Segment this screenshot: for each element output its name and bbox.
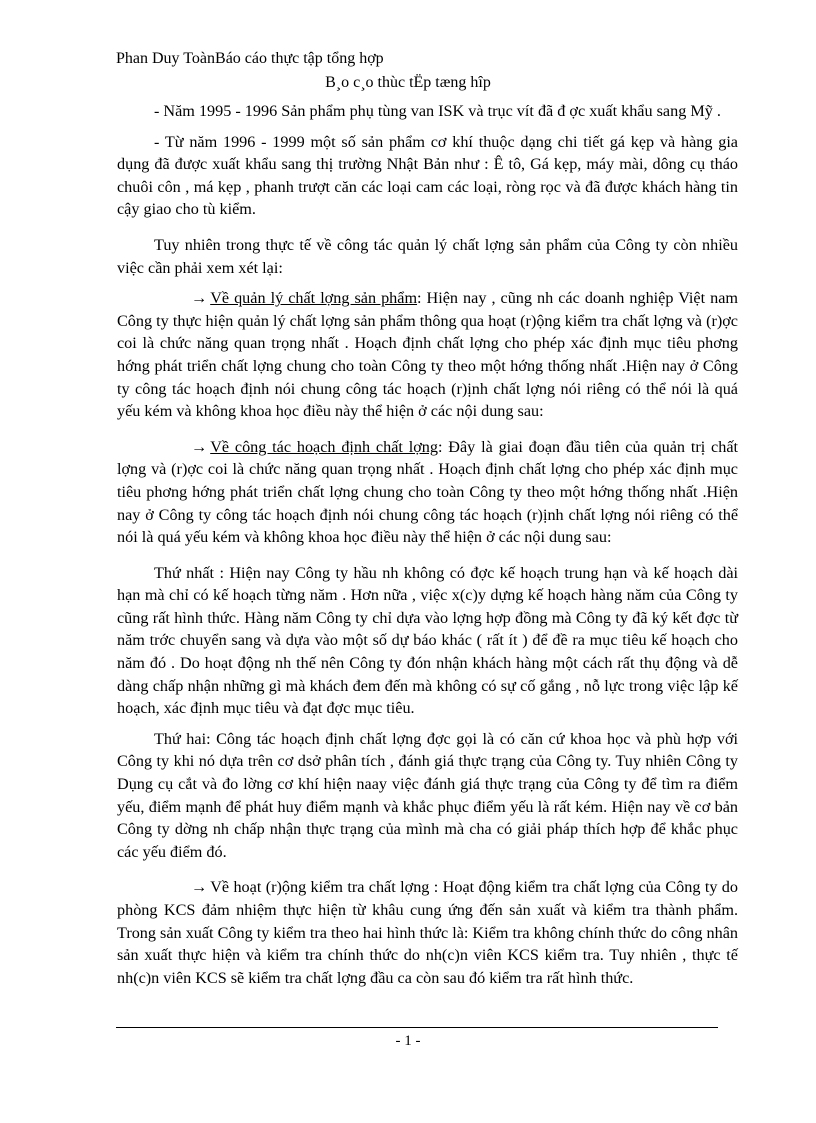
right-arrow-icon: → <box>191 878 208 897</box>
section-heading: Về quản lý chất lợng sản phẩm <box>210 289 418 308</box>
document-body <box>117 100 738 1002</box>
paragraph-text: : Đây là giai đoạn đầu tiên của quản trị chất lợng và (r)ợc coi là chức năng quan trọng nhất . Hoạch định chất lợng cho phép xác định mục tiêu phơng hớng phát triển chất lợng chung cho toàn Công ty theo một hớng thống nhất .Hiện nay ở Công ty công tác hoạch định nói chung công tác hoạch (r)ịnh chất lợng nói riêng có thể nói là quá yếu kém và không khoa học điều này thể hiện ở các nội dung sau: <box>117 437 739 547</box>
paragraph-quality-planning <box>117 436 738 549</box>
right-arrow-icon: → <box>191 289 208 308</box>
right-arrow-icon: → <box>191 437 208 456</box>
page-number: - 1 - <box>395 1033 421 1049</box>
paragraph-text: Thứ hai: Công tác hoạch định chất lợng đợc gọi là có căn cứ khoa học và phù hợp với Công ty khi nó dựa trên cơ dsở phân tích , đánh giá thực trạng của Công ty. Tuy nhiên Công ty Dụng cụ cắt và đo lờng cơ khí hiện naay việc đánh giá thực trạng của Công ty để tìm ra điểm yếu, điểm mạnh để phát huy điểm mạnh và khắc phục điểm yếu là rất kém. Hiện nay về cơ bản Công ty dờng nh chấp nhận thực trạng của mình mà cha có giải pháp thích hợp để khắc phục các yếu điểm đó. <box>117 729 738 861</box>
paragraph-export-1995 <box>117 100 738 123</box>
paragraph-text: - Từ năm 1996 - 1999 một số sản phẩm cơ khí thuộc dạng chi tiết gá kẹp và hàng gia dụng đã được xuất khẩu sang thị trường Nhật Bản như : Ê tô, Gá kẹp, máy mài, dông cụ tháo chuôi côn , má kẹp , phanh trượt căn các loại cam các loại, ròng rọc và đã được khách hàng tin cậy giao cho tù kiểm. <box>117 132 738 219</box>
paragraph-intro-quality <box>117 234 738 279</box>
running-header: Phan Duy ToànBáo cáo thực tập tổng hợp <box>116 50 384 67</box>
paragraph-text: Thứ nhất : Hiện nay Công ty hầu nh không có đợc kế hoạch trung hạn và kế hoạch dài hạn mà chỉ có kế hoạch từng năm . Hơn nữa , việc x(c)y dựng kế hoạch hàng năm của Công ty cũng rất hình thức. Hàng năm Công ty chỉ dựa vào lợng hợp đồng mà Công ty đã ký kết đợc từ năm trớc chuyển sang và dựa vào một số dự báo khác ( rất ít ) để đề ra mục tiêu kế hoạch cho năm đó . Do hoạt động nh thế nên Công ty đón nhận khách hàng một cách rất thụ động và dễ dàng chấp nhận những gì mà khách đem đến mà không có sự cố gắng , nỗ lực trong việc lập kế hoạch, xác định mục tiêu và đạt đợc mục tiêu. <box>117 563 738 718</box>
paragraph-first-point <box>117 562 738 720</box>
paragraph-quality-inspection <box>117 876 738 989</box>
paragraph-export-1996 <box>117 131 738 221</box>
paragraph-text: - Năm 1995 - 1996 Sản phẩm phụ tùng van ISK và trục vít đã đ ợc xuất khẩu sang Mỹ . <box>154 102 721 120</box>
paragraph-text: Tuy nhiên trong thực tế về công tác quản lý chất lợng sản phẩm của Công ty còn nhiều việc cần phải xem xét lại: <box>117 235 738 277</box>
section-heading: Về công tác hoạch định chất lợng <box>210 437 438 456</box>
paragraph-text: Về hoạt (r)ộng kiểm tra chất lợng : Hoạt động kiểm tra chất lợng của Công ty do phòng KCS đảm nhiệm thực hiện từ khâu cung ứng đến sản xuất và kiểm tra thành phẩm. Trong sản xuất Công ty kiểm tra theo hai hình thức là: Kiểm tra không chính thức do công nhân sản xuất thực hiện và kiểm tra chính thức do nh(c)n viên KCS kiểm tra. Tuy nhiên , thực tế nh(c)n viên KCS sẽ kiểm tra chất lợng đầu ca còn sau đó kiểm tra rất hình thức. <box>117 878 738 987</box>
footer-rule <box>116 1027 718 1028</box>
document-title: B¸o c¸o thùc tËp tæng hîp <box>325 74 491 91</box>
paragraph-second-point <box>117 728 738 864</box>
paragraph-quality-management <box>117 287 738 423</box>
paragraph-text: : Hiện nay , cũng nh các doanh nghiệp Việt nam Công ty thực hiện quản lý chất lợng sản phẩm thông qua hoạt (r)ộng kiểm tra chất lợng và (r)ợc coi là chức năng quan trọng nhất . Hoạch định chất lợng cho phép xác định mục tiêu phơng hớng phát triển chất lợng chung cho toàn Công ty theo một hớng thống nhất .Hiện nay ở Công ty công tác hoạch định nói chung công tác hoạch (r)ịnh chất lợng nói riêng có thể nói là quá yếu kém và không khoa học điều này thể hiện ở các nội dung sau: <box>117 289 738 421</box>
